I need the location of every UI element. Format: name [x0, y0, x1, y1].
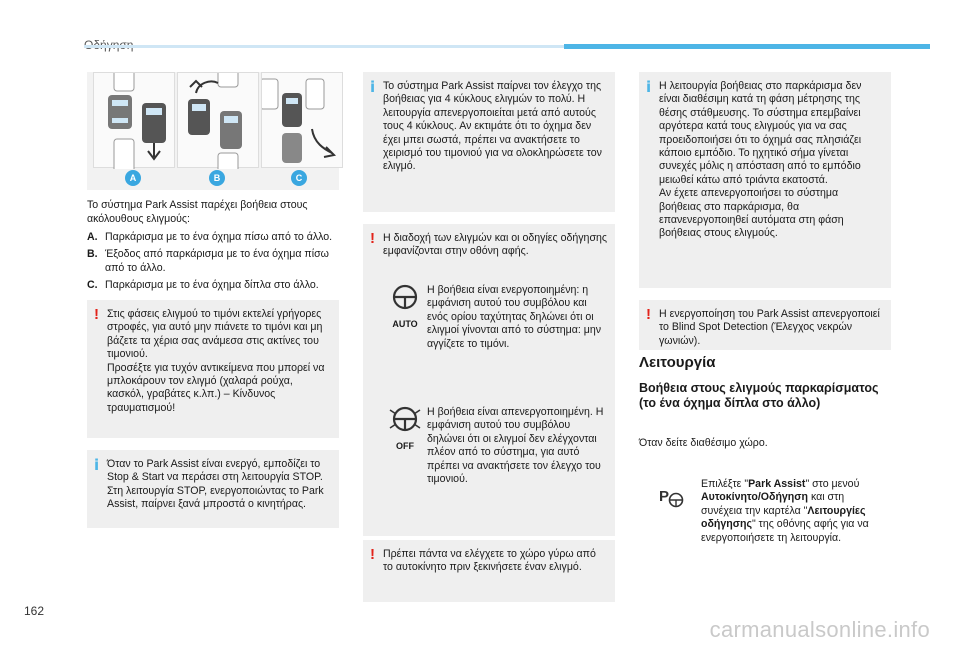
- parking-figure: [87, 72, 339, 190]
- figure-label-b: B: [209, 170, 225, 186]
- panel-a: [93, 72, 175, 168]
- steering-wheel-off-icon: OFF: [383, 406, 427, 486]
- warning-icon: !: [370, 230, 375, 247]
- info-icon: i: [370, 78, 376, 96]
- figure-label-c: C: [291, 170, 307, 186]
- intro-text: Το σύστημα Park Assist παρέχει βοήθεια στους ακόλουθους ελιγμούς:: [87, 199, 308, 225]
- info-box-obstacle: i Η λειτουργία βοήθειας στο παρκάρισμα δεν είναι διαθέσιμη κατά τη φάση μέτρησης της θέσης στάθμευσης. Το σύστημα επεμβαίνει αργότερα κατά τους ελιγμούς για να σας προειδοποιήσει ότι το όχημά σας πλησιάζει κάποιο εμπόδιο. Το ηχητικό σήμα γίνεται συνεχές μόλις η απόσταση από το εμπόδιο μειωθεί κάτω από τριάντα εκατοστά. Αν έχετε απενεργοποιήσει το σύστημα βοήθειας στο παρκάρισμα, θα επανενεργοποιηθεί αυτόματα στη φάση βοήθειας στους ελιγμούς.: [639, 72, 891, 288]
- warning-box-blind-spot: ! Η ενεργοποίηση του Park Assist απενεργοποιεί το Blind Spot Detection (Έλεγχος νεκρών γωνιών).: [639, 300, 891, 350]
- warning-box-steering: ! Στις φάσεις ελιγμού το τιμόνι εκτελεί γρήγορες στροφές, για αυτό μην πιάνετε το τιμόνι και μη βάζετε τα χέρια σας ανάμεσα στις ακτίνες του τιμονιού. Προσέξτε για τυχόν αντικείμενα που μπορεί να μπλοκάρουν τον ελιγμό (χαλαρά ρούχα, κασκόλ, γραβάτες κ.λπ.) – Κίνδυνος τραυματισμού!: [87, 300, 339, 438]
- page-number: 162: [24, 604, 45, 618]
- warning-box-surroundings: ! Πρέπει πάντα να ελέγχετε το χώρο γύρω από το αυτοκίνητο πριν ξεκινήσετε έναν ελιγμό.: [363, 540, 615, 602]
- info-box-stop-start: i Όταν το Park Assist είναι ενεργό, εμποδίζει το Stop & Start να περάσει στη λειτουργία STOP. Στη λειτουργία STOP, ενεργοποιώντας το Park Assist, παίρνει ξανά μπροστά ο κινητήρας.: [87, 450, 339, 528]
- panel-c: [261, 72, 343, 168]
- park-assist-icon: [639, 478, 701, 545]
- warning-icon: !: [94, 306, 99, 323]
- header-bar: [84, 42, 960, 50]
- warning-icon: !: [646, 306, 651, 323]
- panel-b: [177, 72, 259, 168]
- left-column: [87, 198, 339, 295]
- subsection-title: Βοήθεια στους ελιγμούς παρκαρίσματος (το ένα όχημα δίπλα στο άλλο): [639, 381, 879, 410]
- info-icon: i: [94, 456, 100, 474]
- off-symbol-block: OFF Η βοήθεια είναι απενεργοποιημένη. Η εμφάνιση αυτού του συμβόλου δηλώνει ότι οι ελιγμοί δεν ελέγχονται πλέον από το σύστημα, για αυτό πρέπει να ανακτήσετε τον έλεγχο του τιμονιού.: [383, 406, 611, 486]
- warning-box-display: ! Η διαδοχή των ελιγμών και οι οδηγίες οδήγησης εμφανίζονται στην οθόνη αφής.: [363, 224, 615, 536]
- warning-icon: !: [370, 546, 375, 563]
- available-text: Όταν δείτε διαθέσιμο χώρο.: [639, 437, 768, 449]
- auto-symbol-block: AUTO Η βοήθεια είναι ενεργοποιημένη: η εμφάνιση αυτού του συμβόλου και ενός ορίου ταχύτητας δηλώνει ότι οι ελιγμοί γίνονται από το σύστημα: μην αγγίζετε το τιμόνι.: [383, 284, 611, 351]
- section-title: Λειτουργία: [639, 354, 716, 371]
- list-item: A. Παρκάρισμα με το ένα όχημα πίσω από το άλλο.: [87, 231, 333, 243]
- park-assist-step: P Επιλέξτε "Park Assist" στο μενού Αυτοκίνητο/Οδήγηση και στη συνέχεια την καρτέλα "Λειτουργίες οδήγησης" της οθόνης αφής για να ενεργοποιήσετε τη λειτουργία.: [639, 478, 891, 545]
- info-box-cycles: i Το σύστημα Park Assist παίρνει τον έλεγχο της βοήθειας για 4 κύκλους ελιγμών το πολύ. Η λειτουργία απενεργοποιείται μετά από αυτούς τους 4 κύκλους. Αν εκτιμάτε ότι το όχημα δεν έχει μπει σωστά, πρέπει να ανακτήσετε το χειρισμό του τιμονιού για να ολοκληρώσετε τον ελιγμό.: [363, 72, 615, 212]
- figure-label-a: A: [125, 170, 141, 186]
- list-item: B. Έξοδος από παρκάρισμα με το ένα όχημα πίσω από το άλλο.: [87, 248, 329, 274]
- watermark: carmanualsonline.info: [709, 617, 930, 642]
- svg-text:P: P: [659, 488, 670, 505]
- info-icon: i: [646, 78, 652, 96]
- steering-wheel-auto-icon: AUTO: [383, 284, 427, 351]
- list-item: C. Παρκάρισμα με το ένα όχημα δίπλα στο άλλο.: [87, 279, 319, 291]
